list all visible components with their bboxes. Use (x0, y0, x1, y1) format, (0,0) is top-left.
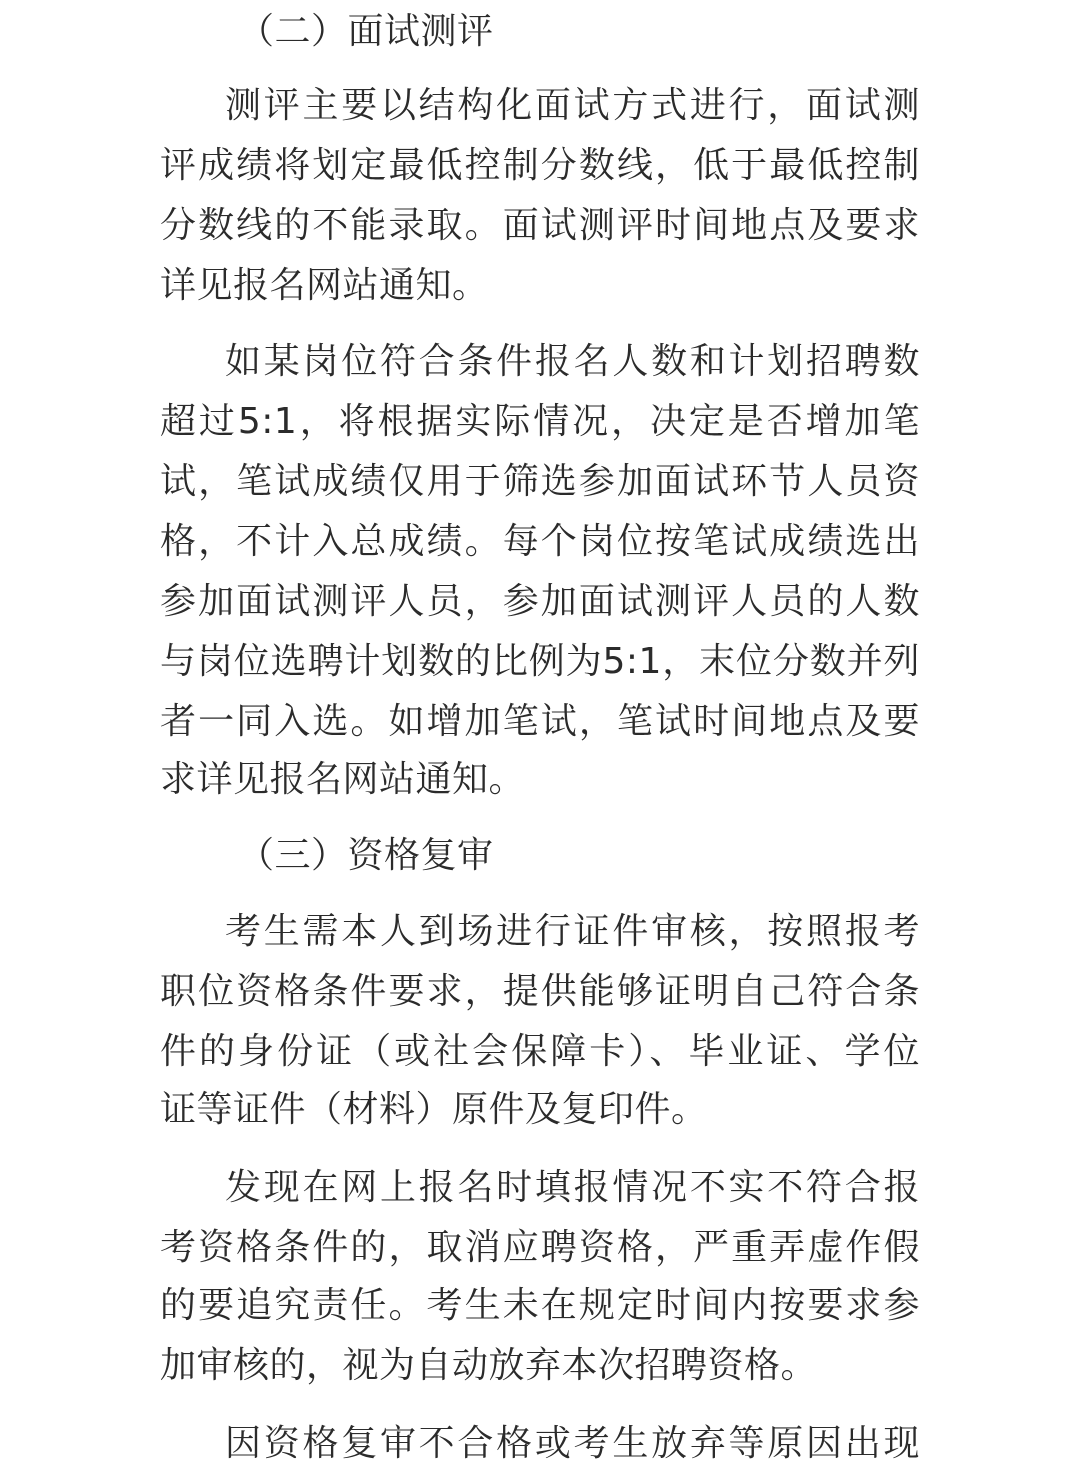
paragraph-line: 分数线的不能录取。面试测评时间地点及要求 (160, 205, 920, 246)
paragraph-line: 详见报名网站通知。 (160, 265, 489, 306)
paragraph-line: 求详见报名网站通知。 (160, 759, 526, 800)
paragraph-line: 发现在网上报名时填报情况不实不符合报 (225, 1167, 920, 1208)
paragraph-line: 试，笔试成绩仅用于筛选参加面试环节人员资 (160, 461, 920, 502)
paragraph-line: 超过5:1，将根据实际情况，决定是否增加笔 (160, 401, 920, 442)
paragraph-line: 如某岗位符合条件报名人数和计划招聘数 (225, 341, 920, 382)
paragraph-line: 评成绩将划定最低控制分数线，低于最低控制 (160, 145, 920, 186)
paragraph-line: 件的身份证（或社会保障卡）、毕业证、学位 (160, 1031, 920, 1072)
section-heading-interview: （二）面试测评 (238, 11, 494, 52)
paragraph-line: 格，不计入总成绩。每个岗位按笔试成绩选出 (160, 521, 920, 562)
paragraph-line: 参加面试测评人员，参加面试测评人员的人数 (160, 581, 920, 622)
paragraph-line: 考生需本人到场进行证件审核，按照报考 (225, 911, 920, 952)
paragraph-line: 职位资格条件要求，提供能够证明自己符合条 (160, 971, 920, 1012)
section-heading-qualification-review: （三）资格复审 (238, 835, 494, 876)
paragraph-line: 加审核的，视为自动放弃本次招聘资格。 (160, 1345, 818, 1386)
paragraph-line: 与岗位选聘计划数的比例为5:1，末位分数并列 (160, 641, 920, 682)
paragraph-line: 测评主要以结构化面试方式进行，面试测 (225, 85, 920, 126)
paragraph-line: 考资格条件的，取消应聘资格，严重弄虚作假 (160, 1227, 920, 1268)
paragraph-line: 证等证件（材料）原件及复印件。 (160, 1089, 708, 1130)
paragraph-line: 因资格复审不合格或考生放弃等原因出现 (225, 1423, 920, 1464)
paragraph-line: 者一同入选。如增加笔试，笔试时间地点及要 (160, 701, 920, 742)
paragraph-line: 的要追究责任。考生未在规定时间内按要求参 (160, 1285, 920, 1326)
